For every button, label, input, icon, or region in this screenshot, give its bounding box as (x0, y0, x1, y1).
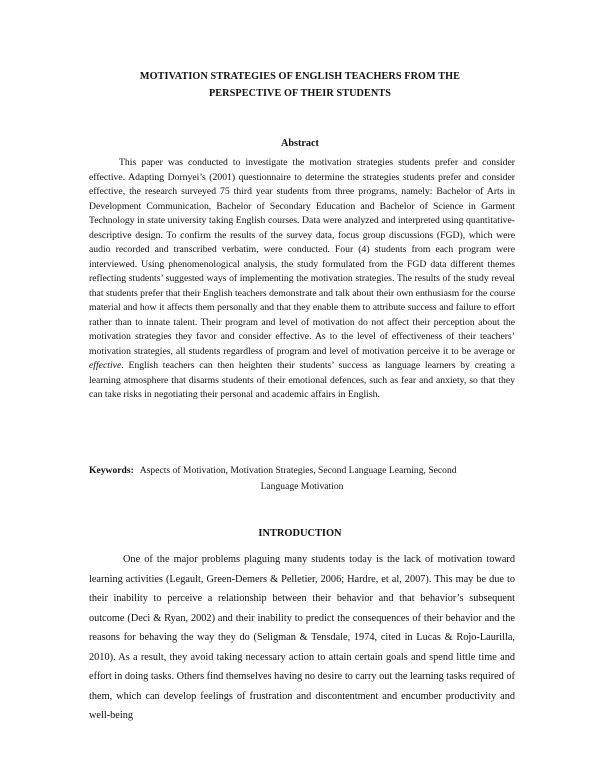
keywords-label: Keywords: (89, 465, 134, 476)
introduction-heading: INTRODUCTION (258, 528, 342, 539)
title-line-1: MOTIVATION STRATEGIES OF ENGLISH TEACHERS FROM THE (139, 71, 461, 82)
paper-title (90, 68, 510, 102)
introduction-paragraph: One of the major problems plaguing many students today is the lack of motivation toward learning activities (Legault, Green-Demers & Pelletier, 2006; Hardre, et al, 2007). This may be due to their inability to perceive a relationship between their behavior and that behavior’s subsequent outcome (Deci & Ryan, 2002) and their inability to predict the consequences of their behavior and the reasons for behaving the way they do (Seligman & Tensdale, 1974, cited in Lucas & Rojo-Laurilla, 2010). As a result, they avoid taking necessary action to attain certain goals and spend little time and effort in doing tasks. Others find themselves having no desire to carry out the learning tasks required of them, which can develop feelings of frustration and discontentment and encumber productivity and well-being (89, 554, 515, 721)
abstract-heading: Abstract (281, 138, 319, 149)
abstract-text-part-1: This paper was conducted to investigate the motivation strategies students prefer and consider effective. Adapting Dornyei’s (2001) questionnaire to determine the strategies students prefer and consider effective, the research surveyed 75 third year students from three programs, namely: Bachelor of Arts in Development Communication, Bachelor of Secondary Education and Bachelor of Science in Garment Technology in state university taking English courses. Data were analyzed and interpreted using quantitative-descriptive design. To confirm the results of the survey data, focus group discussions (FGD), which were audio recorded and transcribed verbatim, were conducted. Four (4) students from each program were interviewed. Using phenomenological analysis, the study formulated from the FGD data different themes reflecting students’ suggested ways of implementing the motivation strategies. The results of the study reveal that students prefer that their English teachers demonstrate and talk about their own enthusiasm for the course material and how it affects them personally and that they enable them to attribute success and failure to effort rather than to innate talent. Their program and level of motivation do not affect their perception about the motivation strategies they favor and consider effective. As to the level of effectiveness of their teachers’ motivation strategies, all students regardless of program and level of motivation perceive it to be average or (89, 157, 515, 357)
abstract-text-part-2: . English teachers can then heighten their students’ success as language learners by creating a learning atmosphere that disarms students of their emotional defences, such as fear and anxiety, so that they can take risks in negotiating their personal and academic affairs in English. (89, 360, 515, 400)
abstract-italic-word: effective (89, 360, 122, 371)
keywords-line-2: Language Motivation (260, 481, 344, 492)
keywords-block (89, 463, 515, 495)
title-line-2: PERSPECTIVE OF THEIR STUDENTS (208, 88, 392, 99)
keywords-line-1: Aspects of Motivation, Motivation Strategies, Second Language Learning, Second (139, 465, 457, 476)
abstract-paragraph (89, 156, 515, 403)
